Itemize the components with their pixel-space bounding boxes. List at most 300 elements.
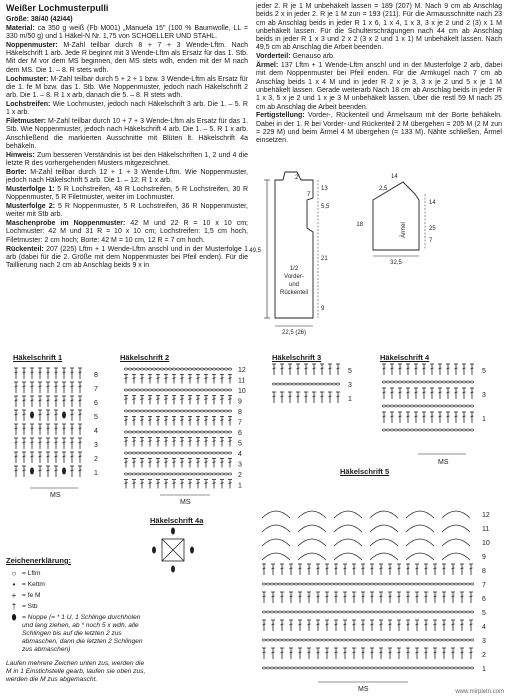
stitch-lftm — [322, 639, 325, 641]
stitch-stb — [438, 364, 442, 375]
stitch-stb — [228, 438, 232, 447]
stitch-lftm — [172, 473, 175, 475]
stitch-lftm — [458, 429, 461, 431]
stitch-stb — [180, 480, 184, 489]
stitch-stb — [204, 459, 208, 468]
stitch-lftm — [278, 583, 281, 585]
stitch-stb — [124, 375, 128, 384]
stitch-lftm — [398, 583, 401, 585]
stitch-stb — [14, 368, 18, 379]
stitch-lftm — [338, 611, 341, 613]
folge1-text: 5 R Lochstreifen, 48 R Lochstreifen, 5 R Lochstreifen, 30 R Noppenmuster, 5 R Filetmuster, weiter im Lochmuster. — [6, 185, 249, 202]
legend-text-kettm: = Kettm — [22, 580, 45, 588]
stitch-stb — [212, 459, 216, 468]
filet-paragraph — [6, 118, 248, 151]
row-number: 1 — [238, 482, 242, 490]
stitch-lftm — [458, 381, 461, 383]
streifen-paragraph — [6, 101, 248, 118]
stitch-stb — [78, 452, 82, 463]
stitch-lftm — [418, 667, 421, 669]
stitch-lftm — [160, 389, 163, 391]
row-number: 9 — [482, 554, 486, 561]
stitch-lftm — [310, 583, 313, 585]
stitch-lftm — [196, 389, 199, 391]
stitch-lftm — [306, 667, 309, 669]
stitch-stb — [307, 592, 311, 603]
stitch-stb — [172, 396, 176, 405]
stitch-lftm — [140, 389, 143, 391]
stitch-stb — [204, 438, 208, 447]
stitch-stb — [280, 648, 284, 659]
row-number: 9 — [238, 398, 242, 406]
stitch-lftm — [196, 410, 199, 412]
stitch-lftm — [462, 667, 465, 669]
stitch-lftm — [414, 667, 417, 669]
stitch-stb — [280, 620, 284, 631]
stitch-lftm — [402, 429, 405, 431]
stitch-lftm — [366, 667, 369, 669]
dim-7: 7 — [307, 192, 311, 198]
row-number: 5 — [238, 440, 242, 448]
stitch-stb — [38, 396, 42, 407]
stitch-lftm — [200, 368, 203, 370]
stitch-lftm — [370, 611, 373, 613]
stitch-lftm — [346, 639, 349, 641]
row-number: 5 — [482, 610, 486, 617]
stitch-lftm — [204, 410, 207, 412]
stitch-stb — [406, 388, 410, 399]
stitch-lftm — [286, 611, 289, 613]
stitch-lftm — [370, 639, 373, 641]
stitch-lftm — [434, 667, 437, 669]
stitch-lftm — [332, 383, 335, 385]
stitch-lftm — [312, 383, 315, 385]
stitch-stb — [280, 392, 284, 403]
dim-18: 18 — [356, 222, 363, 228]
fertig-paragraph — [256, 112, 502, 145]
stitch-stb — [22, 466, 26, 477]
stitch-stb — [14, 410, 18, 421]
stitch-lftm — [132, 452, 135, 454]
stitch-lftm — [374, 583, 377, 585]
stitch-stb — [212, 417, 216, 426]
stitch-stb — [22, 410, 26, 421]
stitch-stb — [442, 564, 446, 575]
row-number: 10 — [238, 388, 246, 395]
chart-3-title: Häkelschrift 3 — [272, 353, 322, 362]
stitch-stb — [228, 417, 232, 426]
stitch-lftm — [450, 405, 453, 407]
stitch-stb — [262, 648, 266, 659]
stitch-stb — [451, 564, 455, 575]
stitch-lftm — [136, 410, 139, 412]
stitch-stb — [172, 480, 176, 489]
stitch-stb — [70, 396, 74, 407]
stitch-stb — [414, 364, 418, 375]
stitch-lftm — [430, 405, 433, 407]
stitch-stb — [262, 592, 266, 603]
stitch-lftm — [224, 389, 227, 391]
stitch-lftm — [314, 667, 317, 669]
stitch-lftm — [406, 405, 409, 407]
stitch-stb — [460, 648, 464, 659]
stitch-stb — [307, 620, 311, 631]
stitch-stb — [46, 382, 50, 393]
stitch-lftm — [164, 431, 167, 433]
stitch-lftm — [200, 410, 203, 412]
stitch-lftm — [184, 473, 187, 475]
stitch-stb — [325, 620, 329, 631]
stitch-lftm — [200, 473, 203, 475]
fan-arc — [334, 539, 362, 546]
crochet-chart-3 — [268, 362, 368, 422]
stitch-lftm — [382, 611, 385, 613]
chart-4a-title: Häkelschrift 4a — [150, 516, 204, 525]
stitch-stb — [415, 648, 419, 659]
stitch-lftm — [394, 583, 397, 585]
stitch-stb — [316, 564, 320, 575]
stitch-lftm — [204, 431, 207, 433]
stitch-stb — [361, 592, 365, 603]
stitch-stb — [180, 438, 184, 447]
stitch-stb — [164, 438, 168, 447]
loch-label: Lochmuster: — [6, 75, 49, 83]
row-number: 2 — [94, 456, 98, 463]
dim-13: 13 — [321, 186, 328, 192]
dim-25: 25 — [429, 226, 436, 232]
stitch-lftm — [310, 667, 313, 669]
stitch-stb — [388, 648, 392, 659]
stitch-lftm — [278, 639, 281, 641]
stitch-lftm — [298, 639, 301, 641]
stitch-lftm — [314, 611, 317, 613]
stitch-stb — [382, 412, 386, 423]
stitch-stb — [352, 592, 356, 603]
stitch-stb — [470, 364, 474, 375]
stitch-stb — [196, 480, 200, 489]
stitch-stb — [397, 648, 401, 659]
stitch-stb — [442, 620, 446, 631]
stitch-lftm — [136, 389, 139, 391]
stitch-lftm — [204, 473, 207, 475]
stitch-stb — [124, 438, 128, 447]
stitch-stb — [328, 392, 332, 403]
dim-9: 9 — [321, 306, 325, 312]
stitch-lftm — [390, 405, 393, 407]
stitch-lftm — [370, 583, 373, 585]
stitch-lftm — [274, 667, 277, 669]
stitch-lftm — [470, 405, 473, 407]
stitch-lftm — [430, 639, 433, 641]
stitch-lftm — [216, 452, 219, 454]
fan-arc — [298, 511, 326, 518]
legend-text-stb: = Stb — [22, 602, 38, 610]
stitch-lftm — [442, 639, 445, 641]
stitch-stb — [22, 424, 26, 435]
stitch-stb — [304, 364, 308, 375]
stitch-lftm — [168, 452, 171, 454]
fan-arc — [406, 525, 434, 532]
stitch-lftm — [374, 611, 377, 613]
stitch-stb — [430, 364, 434, 375]
stitch-stb — [22, 382, 26, 393]
dim-2: 2 — [295, 175, 299, 181]
stitch-lftm — [156, 473, 159, 475]
stitch-lftm — [350, 667, 353, 669]
stitch-stb — [54, 466, 58, 477]
stitch-stb — [124, 459, 128, 468]
stitch-stb — [196, 438, 200, 447]
stitch-stb — [212, 480, 216, 489]
stitch-stb — [70, 368, 74, 379]
stitch-lftm — [334, 667, 337, 669]
stitch-lftm — [152, 473, 155, 475]
stitch-lftm — [286, 639, 289, 641]
stitch-lftm — [446, 639, 449, 641]
stitch-stb — [30, 424, 34, 435]
stitch-lftm — [212, 431, 215, 433]
stitch-stb — [370, 648, 374, 659]
stitch-lftm — [144, 368, 147, 370]
crochet-chart-4a — [150, 527, 200, 577]
stitch-lftm — [290, 583, 293, 585]
stitch-lftm — [346, 583, 349, 585]
stitch-stb — [78, 424, 82, 435]
stitch-stb — [46, 410, 50, 421]
stitch-stb — [454, 412, 458, 423]
stitch-lftm — [324, 383, 327, 385]
stitch-stb — [140, 438, 144, 447]
fan-arc — [406, 511, 434, 518]
stitch-stb — [220, 417, 224, 426]
stitch-stb — [70, 452, 74, 463]
stitch-stb — [462, 364, 466, 375]
stitch-lftm — [280, 383, 283, 385]
stitch-lftm — [228, 389, 231, 391]
stitch-lftm — [124, 452, 127, 454]
stitch-lftm — [302, 639, 305, 641]
stitch-lftm — [346, 667, 349, 669]
stitch-lftm — [466, 429, 469, 431]
stitch-lftm — [406, 667, 409, 669]
stitch-lftm — [176, 410, 179, 412]
stitch-lftm — [172, 431, 175, 433]
stitch-lftm — [306, 639, 309, 641]
stitch-stb — [406, 364, 410, 375]
stitch-lftm — [168, 368, 171, 370]
fan-arc — [334, 553, 362, 560]
stitch-lftm — [160, 473, 163, 475]
width-bottom: 22,5 (26) — [281, 330, 307, 336]
stitch-lftm — [390, 611, 393, 613]
stitch-lftm — [322, 667, 325, 669]
ruecken-label: Rückenteil: — [6, 245, 44, 253]
stitch-lftm — [262, 583, 265, 585]
stitch-lftm — [184, 410, 187, 412]
stitch-stb — [470, 412, 474, 423]
stitch-lftm — [426, 667, 429, 669]
stitch-lftm — [266, 611, 269, 613]
stitch-stb — [388, 564, 392, 575]
stitch-stb — [220, 459, 224, 468]
stitch-stb — [212, 396, 216, 405]
stitch-stb — [54, 410, 58, 421]
stitch-stb — [78, 368, 82, 379]
stitch-stb — [397, 592, 401, 603]
stitch-lftm — [330, 667, 333, 669]
stitch-lftm — [466, 611, 469, 613]
stitch-lftm — [434, 611, 437, 613]
row-number: 6 — [94, 400, 98, 407]
stitch-stb — [271, 620, 275, 631]
legend-item-fem — [6, 590, 146, 601]
stitch-lftm — [148, 473, 151, 475]
stitch-lftm — [164, 452, 167, 454]
stitch-lftm — [208, 473, 211, 475]
stitch-lftm — [318, 639, 321, 641]
stitch-lftm — [224, 452, 227, 454]
stitch-lftm — [302, 583, 305, 585]
stitch-lftm — [274, 611, 277, 613]
stitch-lftm — [152, 452, 155, 454]
crochet-chart-4 — [378, 362, 503, 472]
ruecken-text: 207 (225) Lftm + 1 Wende-Lftm anschl und in der Musterfolge 1 arb (dabei für die 2. Größe mit dem Noppenmuster bei Pfeil enden). Für die Taillierung nach 2 cm ab Anschlag beids 9 x in — [6, 245, 249, 270]
stitch-stb — [78, 438, 82, 449]
stitch-lftm — [322, 611, 325, 613]
stitch-lftm — [438, 639, 441, 641]
stitch-lftm — [144, 389, 147, 391]
stitch-stb — [454, 364, 458, 375]
stitch-stb — [334, 592, 338, 603]
stitch-lftm — [418, 639, 421, 641]
aermel-label: Ärmel: — [256, 62, 279, 70]
stitch-lftm — [418, 583, 421, 585]
stitch-lftm — [366, 583, 369, 585]
row-number: 4 — [238, 451, 242, 458]
stitch-stb — [469, 620, 473, 631]
instructions-right-column — [256, 3, 502, 146]
stitch-lftm — [422, 611, 425, 613]
stitch-stb — [70, 438, 74, 449]
stitch-lftm — [308, 383, 311, 385]
row-number: 11 — [238, 377, 246, 385]
stitch-lftm — [390, 583, 393, 585]
stitch-lftm — [192, 452, 195, 454]
stitch-stb — [212, 375, 216, 384]
stitch-stb — [298, 592, 302, 603]
height-total: 49,5 — [249, 248, 261, 254]
stitch-stb — [272, 392, 276, 403]
sleeve-outline — [373, 182, 419, 250]
stitch-stb — [140, 396, 144, 405]
stitch-lftm — [192, 389, 195, 391]
stitch-stb — [280, 564, 284, 575]
stitch-lftm — [430, 381, 433, 383]
stitch-noppe — [190, 547, 194, 554]
stitch-stb — [70, 424, 74, 435]
stitch-lftm — [328, 383, 331, 385]
sleeve-label: Ärmel — [401, 222, 407, 238]
stitch-lftm — [310, 611, 313, 613]
stitch-lftm — [394, 381, 397, 383]
folge2-paragraph — [6, 203, 248, 220]
row-number: 12 — [482, 512, 490, 519]
stitch-lftm — [300, 383, 303, 385]
stitch-lftm — [446, 667, 449, 669]
stitch-lftm — [140, 368, 143, 370]
stitch-stb — [22, 438, 26, 449]
row-number: 3 — [482, 392, 486, 399]
stitch-stb — [462, 412, 466, 423]
body-label-1: 1/2 — [289, 266, 299, 272]
stitch-lftm — [272, 383, 275, 385]
row-number: 3 — [94, 442, 98, 449]
stitch-lftm — [450, 639, 453, 641]
stitch-lftm — [466, 583, 469, 585]
row-number: 1 — [482, 416, 486, 423]
stitch-stb — [228, 459, 232, 468]
stitch-noppe — [171, 566, 175, 573]
stitch-stb — [422, 388, 426, 399]
stitch-lftm — [334, 639, 337, 641]
stitch-lftm — [430, 583, 433, 585]
stitch-stb — [398, 388, 402, 399]
stitch-stb — [370, 592, 374, 603]
stitch-lftm — [168, 389, 171, 391]
stitch-stb — [406, 412, 410, 423]
stitch-stb — [325, 648, 329, 659]
stitch-stb — [334, 620, 338, 631]
stitch-stb — [164, 417, 168, 426]
stitch-stb — [382, 388, 386, 399]
stitch-stb — [156, 459, 160, 468]
stitch-stb — [70, 410, 74, 421]
stitch-stb — [204, 480, 208, 489]
stitch-lftm — [410, 405, 413, 407]
stitch-stb — [298, 648, 302, 659]
stitch-lftm — [294, 667, 297, 669]
stitch-stb — [390, 388, 394, 399]
stitch-lftm — [402, 611, 405, 613]
stitch-lftm — [212, 452, 215, 454]
single-crochet-icon: + — [11, 590, 17, 600]
stitch-lftm — [394, 429, 397, 431]
stitch-lftm — [172, 410, 175, 412]
stitch-lftm — [278, 611, 281, 613]
stitch-stb — [212, 438, 216, 447]
stitch-lftm — [462, 611, 465, 613]
stitch-lftm — [386, 667, 389, 669]
stitch-lftm — [124, 389, 127, 391]
stitch-stb — [271, 564, 275, 575]
stitch-stb — [14, 396, 18, 407]
stitch-stb — [46, 452, 50, 463]
stitch-stb — [132, 375, 136, 384]
stitch-stb — [433, 592, 437, 603]
stitch-lftm — [378, 639, 381, 641]
filet-label: Filetmuster: — [6, 118, 47, 126]
stitch-lftm — [374, 639, 377, 641]
stitch-lftm — [314, 639, 317, 641]
legend-item-kettm — [6, 579, 146, 590]
stitch-stb — [262, 620, 266, 631]
stitch-lftm — [414, 405, 417, 407]
stitch-lftm — [304, 383, 307, 385]
stitch-lftm — [224, 431, 227, 433]
stitch-lftm — [180, 473, 183, 475]
stitch-lftm — [386, 429, 389, 431]
stitch-lftm — [402, 667, 405, 669]
